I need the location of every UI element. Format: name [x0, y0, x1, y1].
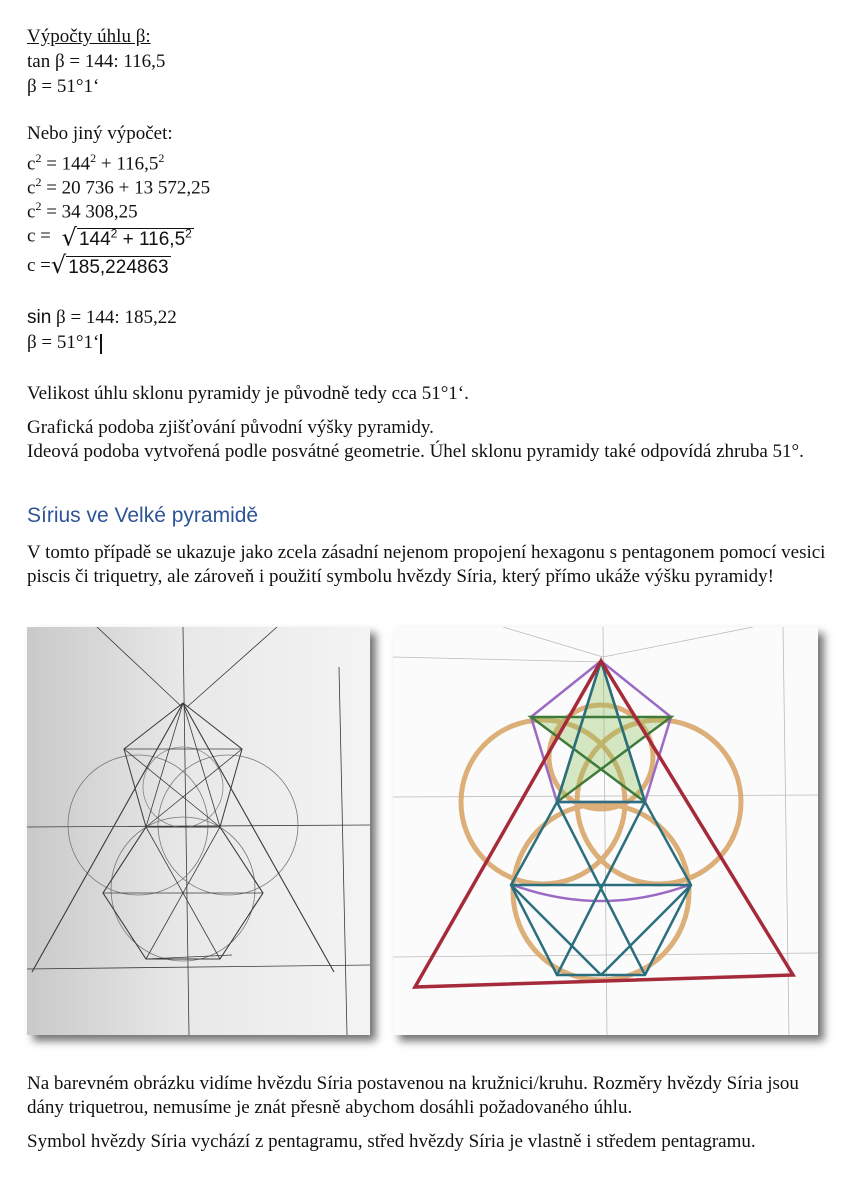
c-equation-sqrt-1: c = √ $144^2 + 116,5^2$: [27, 223, 192, 252]
tan-line: tan β = 144: 116,5: [27, 51, 166, 72]
text-cursor: [100, 334, 102, 354]
calc-heading: Výpočty úhlu β:: [27, 26, 151, 47]
c-squared-line-1: $c^2 = 144^2 + 116,5^2$: [27, 151, 165, 175]
alt-calc-intro: Nebo jiný výpočet:: [27, 123, 173, 144]
idea-form-text: Ideová podoba vytvořená podle posvátné geometrie. Úhel sklonu pyramidy také odpovídá zhruba 51°.: [27, 441, 804, 462]
c-squared-line-2: $c^2 = 20$ 736 + 13 572,25: [27, 175, 211, 199]
pencil-sketch-image: [27, 627, 370, 1035]
graphic-form-text: Grafická podoba zjišťování původní výšky pyramidy.: [27, 417, 434, 438]
beta-result-1: β = 51°1‘: [27, 76, 100, 97]
c-squared-line-3: $c^2 = 34$ 308,25: [27, 199, 138, 223]
sin-line: sin β = 144: 185,22: [27, 307, 177, 328]
beta-result-2: β = 51°1‘: [27, 331, 102, 355]
colored-sirius-drawing: [393, 627, 818, 1035]
angle-summary: Velikost úhlu sklonu pyramidy je původně tedy cca 51°1‘.: [27, 383, 469, 404]
c-equation-sqrt-2: c =√ 185,224863: [27, 251, 169, 279]
section-title: Sírius ve Velké pyramidě: [27, 504, 259, 527]
sirius-intro-paragraph: V tomto případě se ukazuje jako zcela zásadní nejenom propojení hexagonu s pentagonem pomocí vesici piscis či triquetry, ale zároveň i použití symbolu hvězdy Síria, který přímo ukáže výšku pyramidy!: [27, 542, 826, 587]
sirius-pentagram-text: Symbol hvězdy Síria vychází z pentagramu, střed hvězdy Síria je vlastně i středem pentagramu.: [27, 1131, 756, 1152]
colored-image-description: Na barevném obrázku vidíme hvězdu Síria postavenou na kružnici/kruhu. Rozměry hvězdy Síria jsou dány triquetrou, nemusíme je znát přesně abychom dosáhli požadovaného úhlu.: [27, 1073, 799, 1118]
